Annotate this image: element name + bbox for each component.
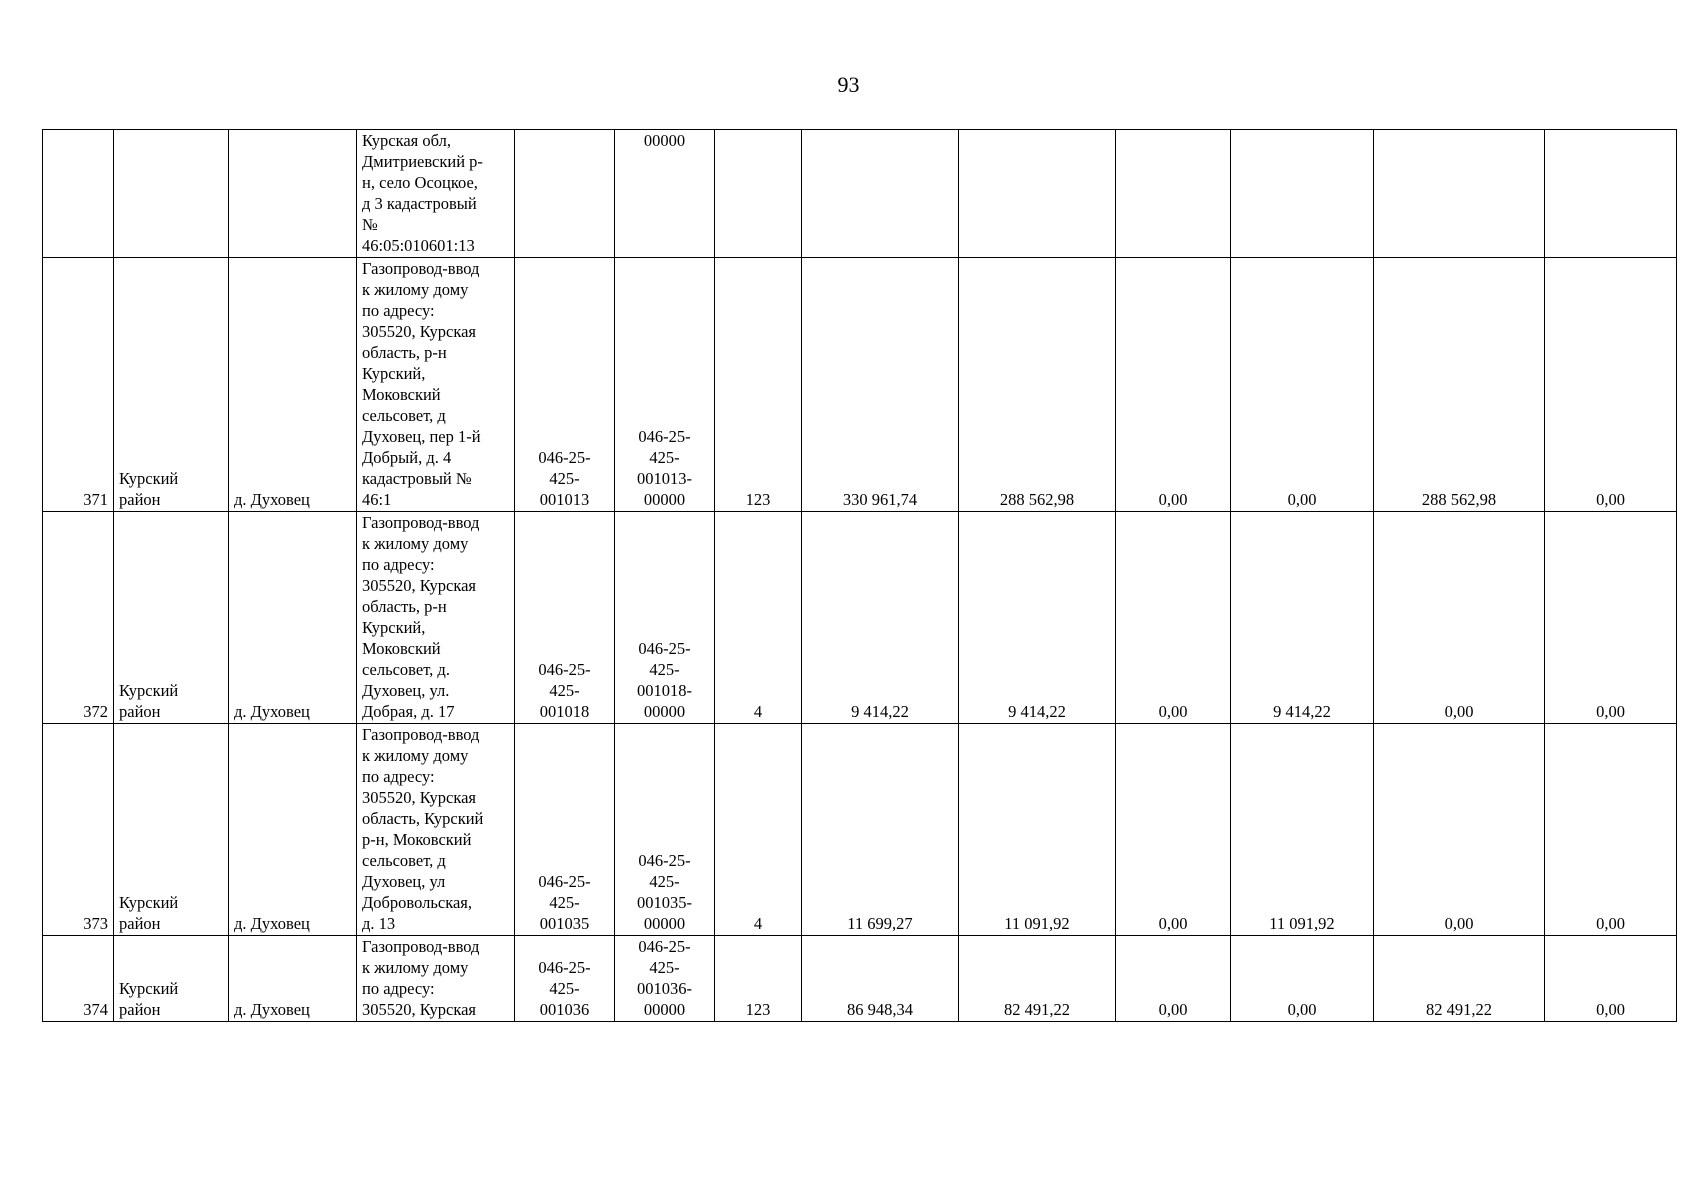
value-cell-9: 11 091,92 [959, 724, 1116, 936]
inventory-code-cell: 046-25- 425- 001013- 00000 [615, 258, 715, 512]
value-cell-12: 288 562,98 [1374, 258, 1545, 512]
value-cell-9: 82 491,22 [959, 936, 1116, 1022]
row-number-cell: 374 [43, 936, 114, 1022]
district-cell: Курский район [114, 724, 229, 936]
value-cell-9 [959, 130, 1116, 258]
code-cell [515, 130, 615, 258]
value-cell-12 [1374, 130, 1545, 258]
object-description-cell: Газопровод-ввод к жилому дому по адресу: 305520, Курская область, Курский р-н, Моковский сельсовет, д Духовец, ул Добровольская, д. 13 [357, 724, 515, 936]
value-cell-13: 0,00 [1545, 258, 1677, 512]
value-cell-7: 123 [715, 936, 802, 1022]
table-row [43, 130, 1677, 258]
value-cell-8: 11 699,27 [802, 724, 959, 936]
district-cell: Курский район [114, 258, 229, 512]
inventory-code-cell: 00000 [615, 130, 715, 258]
value-cell-12: 82 491,22 [1374, 936, 1545, 1022]
page-number: 93 [837, 72, 860, 97]
locality-cell: д. Духовец [229, 512, 357, 724]
object-description-cell: Курская обл, Дмитриевский р- н, село Осоцкое, д 3 кадастровый № 46:05:010601:13 [357, 130, 515, 258]
table-row [43, 724, 1677, 936]
locality-cell: д. Духовец [229, 258, 357, 512]
row-number-cell: 371 [43, 258, 114, 512]
table-row [43, 258, 1677, 512]
row-number-cell [43, 130, 114, 258]
code-cell: 046-25- 425- 001036 [515, 936, 615, 1022]
locality-cell: д. Духовец [229, 936, 357, 1022]
value-cell-13: 0,00 [1545, 936, 1677, 1022]
value-cell-8: 86 948,34 [802, 936, 959, 1022]
code-cell: 046-25- 425- 001035 [515, 724, 615, 936]
value-cell-9: 9 414,22 [959, 512, 1116, 724]
value-cell-12: 0,00 [1374, 512, 1545, 724]
object-description-cell: Газопровод-ввод к жилому дому по адресу: 305520, Курская [357, 936, 515, 1022]
value-cell-8 [802, 130, 959, 258]
value-cell-9: 288 562,98 [959, 258, 1116, 512]
value-cell-7 [715, 130, 802, 258]
value-cell-13 [1545, 130, 1677, 258]
value-cell-7: 4 [715, 724, 802, 936]
locality-cell [229, 130, 357, 258]
object-description-cell: Газопровод-ввод к жилому дому по адресу: 305520, Курская область, р-н Курский, Моковский сельсовет, д Духовец, пер 1-й Добрый, д. 4 кадастровый № 46:1 [357, 258, 515, 512]
code-cell: 046-25- 425- 001018 [515, 512, 615, 724]
value-cell-11: 0,00 [1231, 936, 1374, 1022]
code-cell: 046-25- 425- 001013 [515, 258, 615, 512]
row-number-cell: 373 [43, 724, 114, 936]
inventory-code-cell: 046-25- 425- 001036- 00000 [615, 936, 715, 1022]
row-number-cell: 372 [43, 512, 114, 724]
value-cell-7: 123 [715, 258, 802, 512]
district-cell: Курский район [114, 936, 229, 1022]
district-cell: Курский район [114, 512, 229, 724]
value-cell-7: 4 [715, 512, 802, 724]
inventory-code-cell: 046-25- 425- 001018- 00000 [615, 512, 715, 724]
object-description-cell: Газопровод-ввод к жилому дому по адресу: 305520, Курская область, р-н Курский, Моковский сельсовет, д. Духовец, ул. Добрая, д. 17 [357, 512, 515, 724]
value-cell-10: 0,00 [1116, 512, 1231, 724]
value-cell-11 [1231, 130, 1374, 258]
value-cell-10: 0,00 [1116, 258, 1231, 512]
value-cell-11: 11 091,92 [1231, 724, 1374, 936]
value-cell-13: 0,00 [1545, 512, 1677, 724]
value-cell-10 [1116, 130, 1231, 258]
value-cell-10: 0,00 [1116, 936, 1231, 1022]
value-cell-12: 0,00 [1374, 724, 1545, 936]
district-cell [114, 130, 229, 258]
value-cell-8: 9 414,22 [802, 512, 959, 724]
value-cell-10: 0,00 [1116, 724, 1231, 936]
value-cell-11: 9 414,22 [1231, 512, 1374, 724]
table-row [43, 512, 1677, 724]
inventory-code-cell: 046-25- 425- 001035- 00000 [615, 724, 715, 936]
locality-cell: д. Духовец [229, 724, 357, 936]
value-cell-11: 0,00 [1231, 258, 1374, 512]
value-cell-13: 0,00 [1545, 724, 1677, 936]
value-cell-8: 330 961,74 [802, 258, 959, 512]
registry-table [42, 129, 1677, 1022]
table-row [43, 936, 1677, 1022]
